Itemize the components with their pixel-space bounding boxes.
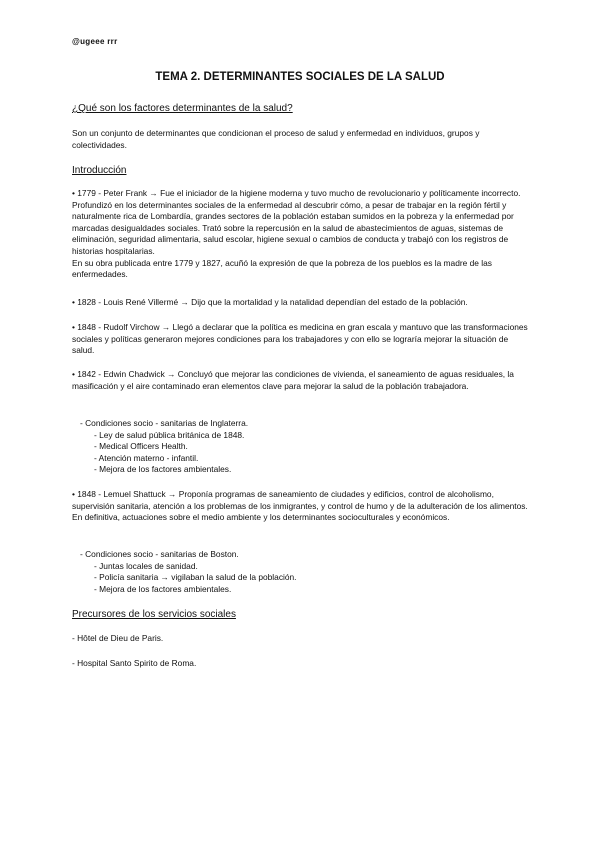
virchow-paragraph: • 1848 - Rudolf Virchow → Llegó a declarar que la política es medicina en gran escala y mantuvo que las transformaciones sociales y políticas generaron mejores condiciones para los trabajadores y con ello se lograría mejorar la situación de salud.: [72, 322, 528, 356]
list-item: - Policía sanitaria → vigilaban la salud de la población.: [94, 572, 297, 583]
shattuck-paragraph: • 1848 - Lemuel Shattuck → Proponía programas de saneamiento de ciudades y edificios, control de alcoholismo, supervisión sanitaria, atención a los problemas de los inmigrantes, y control de humo y de la adulteración de los alimentos. En definitiva, actuaciones sobre el medio ambiente y los determinantes socioculturales y económicos.: [72, 489, 528, 523]
precursor-item-1: - Hôtel de Dieu de Paris.: [72, 633, 164, 643]
precursors-heading: Precursores de los servicios sociales: [72, 609, 236, 620]
boston-list: [72, 549, 532, 595]
watermark-text: @ugeee rrr: [72, 37, 118, 46]
frank-paragraph: [72, 188, 532, 281]
inglaterra-list: [72, 418, 532, 476]
question-heading: ¿Qué son los factores determinantes de la salud?: [72, 103, 293, 114]
list-item: - Ley de salud pública británica de 1848.: [94, 429, 245, 440]
intro-heading: Introducción: [72, 165, 127, 176]
list-item: - Juntas locales de sanidad.: [94, 560, 198, 571]
list-item: - Mejora de los factores ambientales.: [94, 583, 232, 594]
inglaterra-head: - Condiciones socio - sanitarias de Inglaterra.: [80, 418, 249, 428]
frank-text-2: En su obra publicada entre 1779 y 1827, acuñó la expresión de que la pobreza de los pueblos es la madre de las enfermedades.: [72, 257, 492, 280]
villerme-paragraph: • 1828 - Louis René Villermé → Dijo que la mortalidad y la natalidad dependían del estado de la población.: [72, 297, 468, 307]
list-item: - Medical Officers Health.: [94, 441, 188, 452]
list-item: - Atención materno - infantil.: [94, 452, 199, 463]
list-item: - Mejora de los factores ambientales.: [94, 464, 232, 475]
precursor-item-2: - Hospital Santo Spirito de Roma.: [72, 658, 197, 668]
page-title: TEMA 2. DETERMINANTES SOCIALES DE LA SALUD: [155, 71, 445, 83]
frank-text: • 1779 - Peter Frank → Fue el iniciador de la higiene moderna y tuvo mucho de revolucionario y políticamente incorrecto. Profundizó en los determinantes sociales de la enfermedad al descubrir cómo, a pesar de trabajar en la región fértil y naturalmente rica de Lombardía, grandes sectores de la población estaban sumidos en la pobreza y la enfermedad por marcadas desigualdades sociales. Trató sobre la repercusión en la salud de abastecimientos de aguas, sistemas de eliminación, seguridad alimentaria, salud escolar, higiene sexual o cambios de conducta y trabajó con los registros de historias hospitalarias.: [72, 188, 521, 256]
definition-paragraph: Son un conjunto de determinantes que condicionan el proceso de salud y enfermedad en individuos, grupos y colectividades.: [72, 128, 480, 150]
boston-head: - Condiciones socio - sanitarias de Boston.: [80, 549, 239, 559]
chadwick-paragraph: • 1842 - Edwin Chadwick → Concluyó que mejorar las condiciones de vivienda, el saneamiento de aguas residuales, la masificación y el aire contaminado eran elementos clave para mejorar la salud de la población trabajadora.: [72, 369, 514, 391]
